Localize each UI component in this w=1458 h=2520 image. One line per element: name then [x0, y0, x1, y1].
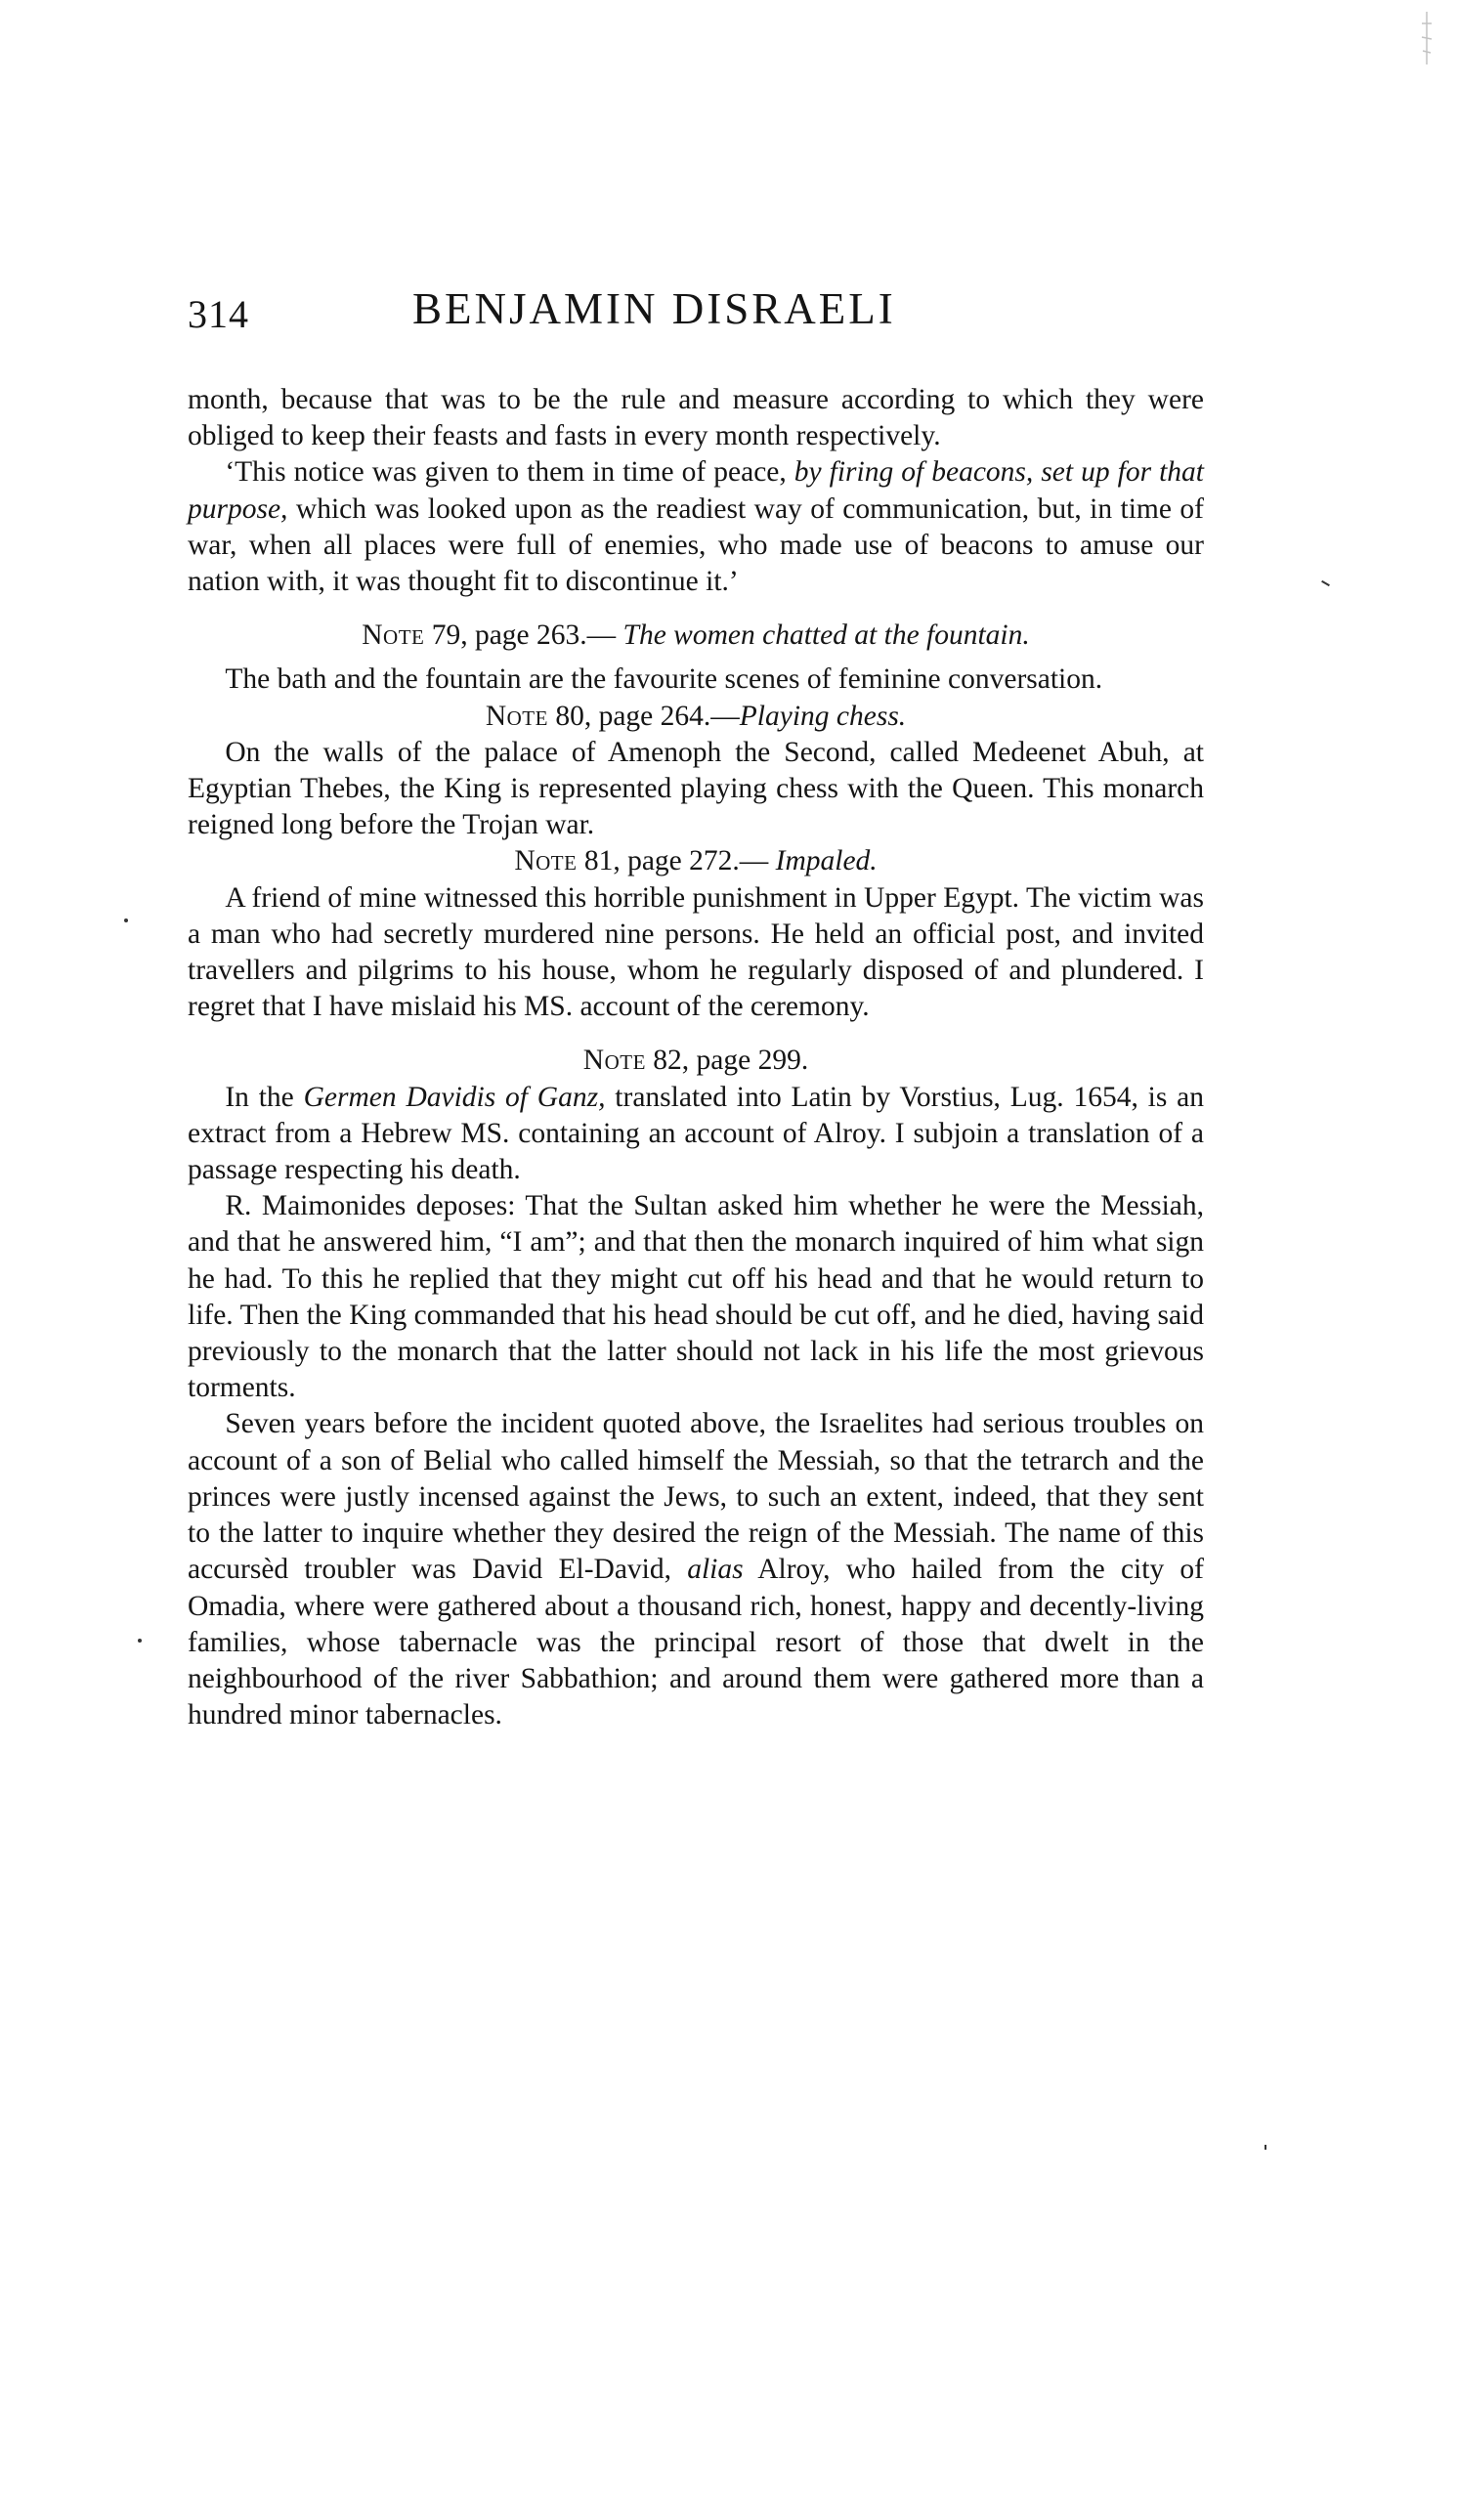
paragraph: The bath and the fountain are the favourite scenes of feminine conversation.	[225, 663, 1103, 696]
note-heading: Note 81, page 272.— Impaled.	[514, 845, 878, 877]
note-title: The women chatted at the fountain.	[622, 619, 1030, 652]
paragraph: In the Germen Davidis of Ganz, translated into Latin by Vorstius, Lug. 1654, is an extract from a Hebrew MS. containing an account of Alroy. I subjoin a translation of a passage respecting his death.	[188, 1081, 1204, 1186]
page-body	[188, 382, 1204, 1733]
italic-phrase: alias	[687, 1554, 744, 1586]
scan-speck	[138, 1639, 142, 1643]
page-number: 314	[188, 292, 249, 336]
running-title: BENJAMIN DISRAELI	[412, 284, 896, 333]
note-heading: Note 82, page 299.	[582, 1045, 809, 1077]
scan-edge-mark	[1417, 10, 1437, 68]
paragraph: On the walls of the palace of Amenoph the Second, called Medeenet Abuh, at Egyptian Thebes, the King is represented playing chess with the Queen. This monarch reigned long before the Trojan war.	[188, 736, 1204, 841]
italic-phrase: Germen Davidis of Ganz,	[303, 1081, 606, 1113]
paragraph: month, because that was to be the rule and measure according to which they were obliged to keep their feasts and fasts in every month respectively.	[188, 384, 1204, 452]
scan-speck	[124, 918, 128, 922]
paragraph: ‘This notice was given to them in time of peace, by firing of beacons, set up for that purpose, which was looked upon as the readiest way of communication, but, in time of war, when all places were full of enemies, who made use of beacons to amuse our nation with, it was thought fit to discontinue it.’	[188, 456, 1204, 598]
note-heading: Note 79, page 263.— The women chatted at the fountain.	[362, 619, 1030, 652]
note-title: Playing chess.	[739, 700, 907, 732]
note-title: Impaled.	[775, 845, 878, 877]
paragraph: A friend of mine witnessed this horrible punishment in Upper Egypt. The victim was a man who had secretly murdered nine persons. He held an official post, and invited travellers and pilgrims to his house, whom he regularly disposed of and plundered. I regret that I have mislaid his MS. account of the ceremony.	[188, 881, 1204, 1023]
paragraph: Seven years before the incident quoted above, the Israelites had serious troubles on account of a son of Belial who called himself the Messiah, so that the tetrarch and the princes were justly incensed against the Jews, to such an extent, indeed, that they sent to the latter to inquire whether they desired the reign of the Messiah. The name of this accursèd troubler was David El-David, alias Alroy, who hailed from the city of Omadia, where were gathered about a thousand rich, honest, happy and decently-living families, whose tabernacle was the principal resort of those that dwelt in the neighbourhood of the river Sabbathion; and around them were gathered more than a hundred minor tabernacles.	[188, 1408, 1204, 1731]
scan-speck	[1265, 2145, 1266, 2150]
paragraph: R. Maimonides deposes: That the Sultan asked him whether he were the Messiah, and that he answered him, “I am”; and that then the monarch inquired of him what sign he had. To this he replied that they might cut off his head and that he would return to life. Then the King commanded that his head should be cut off, and he died, having said previously to the monarch that the latter should not lack in his life the most grievous torments.	[188, 1190, 1204, 1404]
note-heading: Note 80, page 264.—Playing chess.	[485, 700, 907, 732]
italic-phrase: by firing of beacons, set up for that purpose,	[188, 456, 1204, 525]
page-header	[188, 279, 1204, 348]
scan-speck	[1321, 580, 1330, 586]
